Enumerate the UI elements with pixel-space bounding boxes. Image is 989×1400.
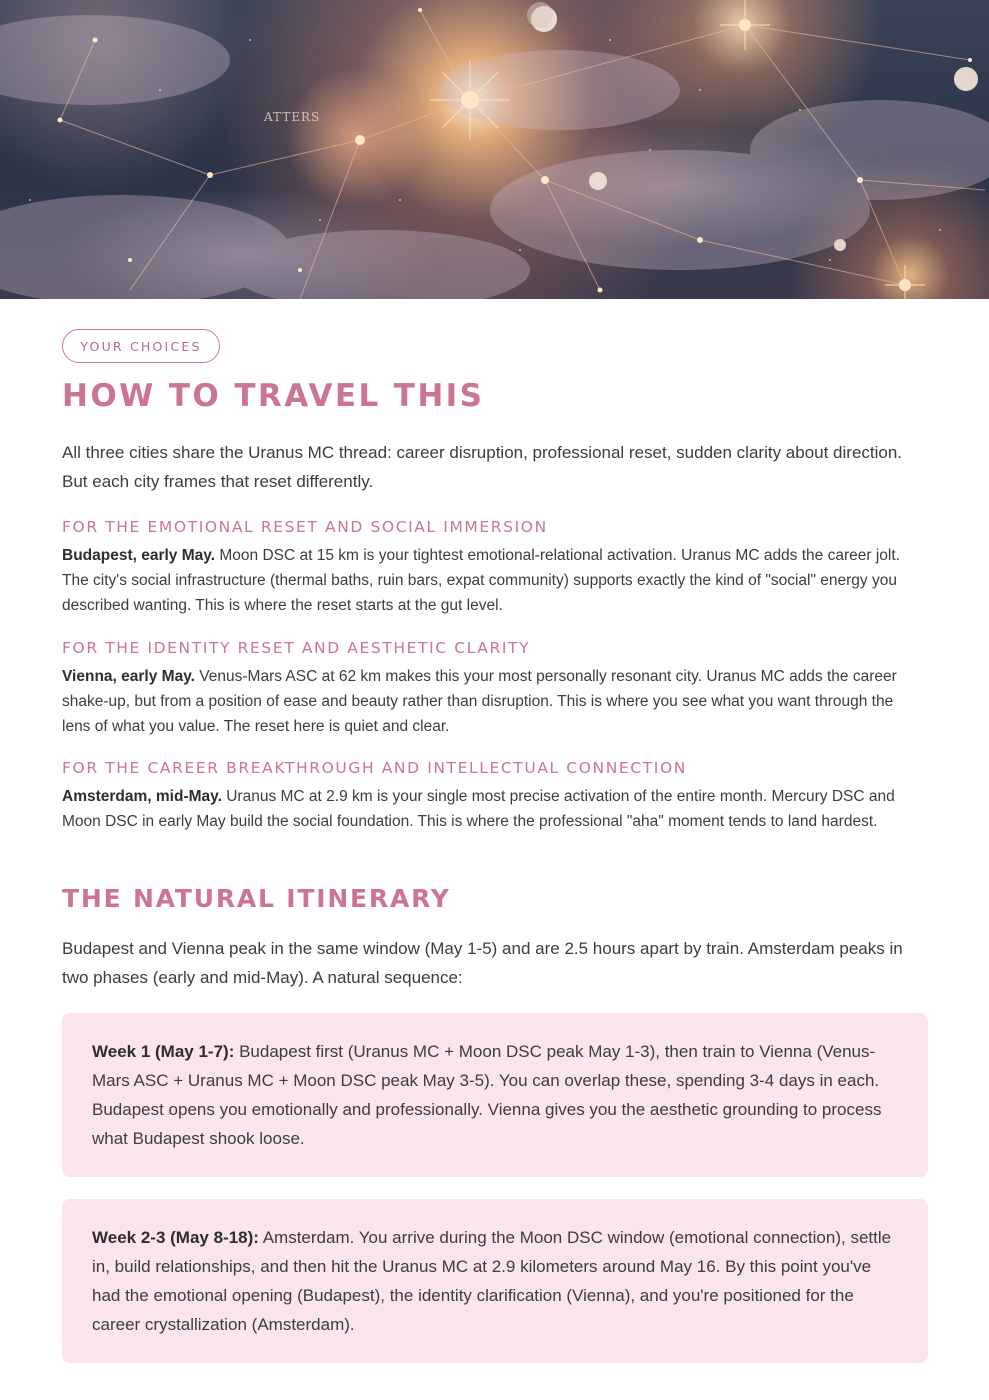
section-lead: Vienna, early May. bbox=[62, 668, 195, 685]
week-lead: Week 2-3 (May 8-18): bbox=[92, 1228, 259, 1247]
section-text: Uranus MC at 2.9 km is your single most precise activation of the entire month. Mercury DSC and Moon DSC in early May build the social foundation. This is where the professional "aha" moment tends to land hardest. bbox=[62, 788, 895, 830]
section-body-identity bbox=[62, 664, 912, 739]
section-text: Moon DSC at 15 km is your tightest emotional-relational activation. Uranus MC adds the career jolt. The city's social infrastructure (thermal baths, ruin bars, expat community) supports exactly the kind of "social" energy you described wanting. This is where the reset starts at the gut level. bbox=[62, 547, 900, 614]
hero-image bbox=[0, 0, 989, 299]
section-text: Venus-Mars ASC at 62 km makes this your most personally resonant city. Uranus MC adds the career shake-up, but from a position of ease and beauty rather than disruption. This is where you see what you want through the lens of what you value. The reset here is quiet and clear. bbox=[62, 668, 897, 735]
itinerary-card-week-2-3 bbox=[62, 1199, 928, 1363]
hero-image-label: ATTERS bbox=[264, 110, 321, 124]
section-body-career bbox=[62, 784, 912, 834]
section-heading-emotional: FOR THE EMOTIONAL RESET AND SOCIAL IMMERSION bbox=[62, 518, 548, 536]
section-tag: YOUR CHOICES bbox=[62, 329, 220, 363]
itinerary-card-week-1 bbox=[62, 1013, 928, 1177]
week-text: Amsterdam. You arrive during the Moon DSC window (emotional connection), settle in, build relationships, and then hit the Uranus MC at 2.9 kilometers around May 16. By this point you've had the emotional opening (Budapest), the identity clarification (Vienna), and you're positioned for the career crystallization (Amsterdam). bbox=[92, 1228, 892, 1334]
section-heading-career: FOR THE CAREER BREAKTHROUGH AND INTELLECTUAL CONNECTION bbox=[62, 759, 687, 777]
itinerary-card-text bbox=[92, 1037, 898, 1153]
section-heading-identity: FOR THE IDENTITY RESET AND AESTHETIC CLARITY bbox=[62, 639, 531, 657]
week-text: Budapest first (Uranus MC + Moon DSC peak May 1-3), then train to Vienna (Venus-Mars ASC + Uranus MC + Moon DSC peak May 3-5). You can overlap these, spending 3-4 days in each. Budapest opens you emotionally and professionally. Vienna gives you the aesthetic grounding to process what Budapest shook loose. bbox=[92, 1042, 882, 1148]
constellation-icon bbox=[0, 0, 989, 299]
week-lead: Week 1 (May 1-7): bbox=[92, 1042, 235, 1061]
section-lead: Budapest, early May. bbox=[62, 547, 216, 564]
itinerary-title: THE NATURAL ITINERARY bbox=[62, 884, 451, 913]
page-title: HOW TO TRAVEL THIS bbox=[62, 378, 485, 414]
itinerary-intro: Budapest and Vienna peak in the same window (May 1-5) and are 2.5 hours apart by train. Amsterdam peaks in two phases (early and mid-May). A natural sequence: bbox=[62, 939, 903, 987]
intro-paragraph: All three cities share the Uranus MC thread: career disruption, professional reset, sudden clarity about direction. But each city frames that reset differently. bbox=[62, 443, 903, 491]
section-body-emotional bbox=[62, 543, 912, 618]
section-lead: Amsterdam, mid-May. bbox=[62, 788, 222, 805]
itinerary-card-text bbox=[92, 1223, 898, 1339]
